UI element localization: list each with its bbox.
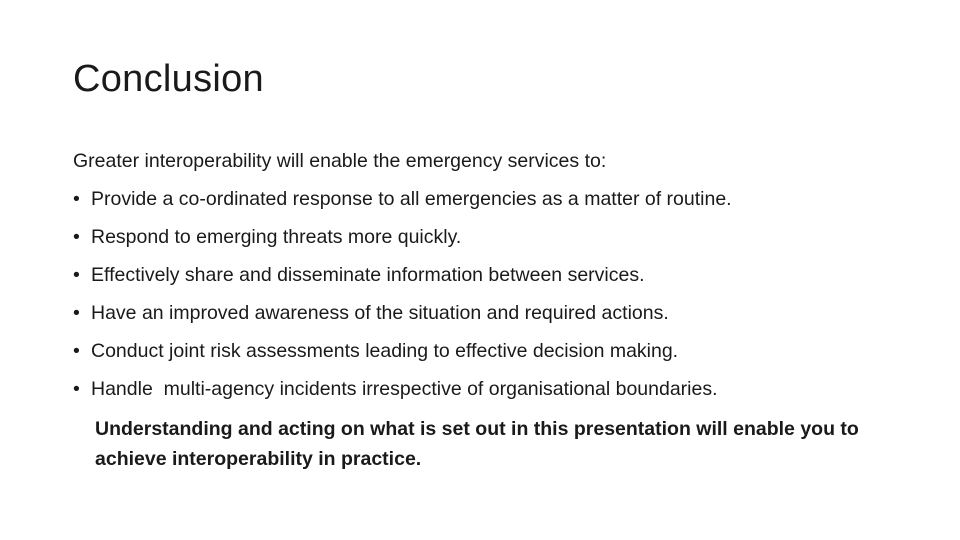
list-item: [73, 338, 933, 376]
bullet-icon: •: [73, 302, 80, 324]
bullet-text: Conduct joint risk assessments leading to effective decision making.: [91, 340, 679, 362]
list-item: [73, 376, 933, 414]
bullet-text: Effectively share and disseminate information between services.: [91, 264, 645, 286]
slide-body: [73, 148, 933, 414]
closing-statement: Understanding and acting on what is set out in this presentation will enable you to achieve interoperability in practice.: [95, 418, 859, 470]
list-item: [73, 262, 933, 300]
bullet-text: Respond to emerging threats more quickly.: [91, 226, 462, 248]
list-item: [73, 186, 933, 224]
bullet-text: Have an improved awareness of the situation and required actions.: [91, 302, 669, 324]
bullet-icon: •: [73, 226, 80, 248]
intro-text: Greater interoperability will enable the emergency services to:: [73, 150, 607, 172]
slide-title: Conclusion: [73, 58, 264, 100]
list-item: [73, 300, 933, 338]
bullet-icon: •: [73, 188, 80, 210]
bullet-list: [73, 186, 933, 414]
bullet-icon: •: [73, 340, 80, 362]
bullet-icon: •: [73, 264, 80, 286]
bullet-text: Provide a co-ordinated response to all emergencies as a matter of routine.: [91, 188, 732, 210]
bullet-text: Handle multi-agency incidents irrespective of organisational boundaries.: [91, 378, 718, 400]
list-item: [73, 224, 933, 262]
bullet-icon: •: [73, 378, 80, 400]
